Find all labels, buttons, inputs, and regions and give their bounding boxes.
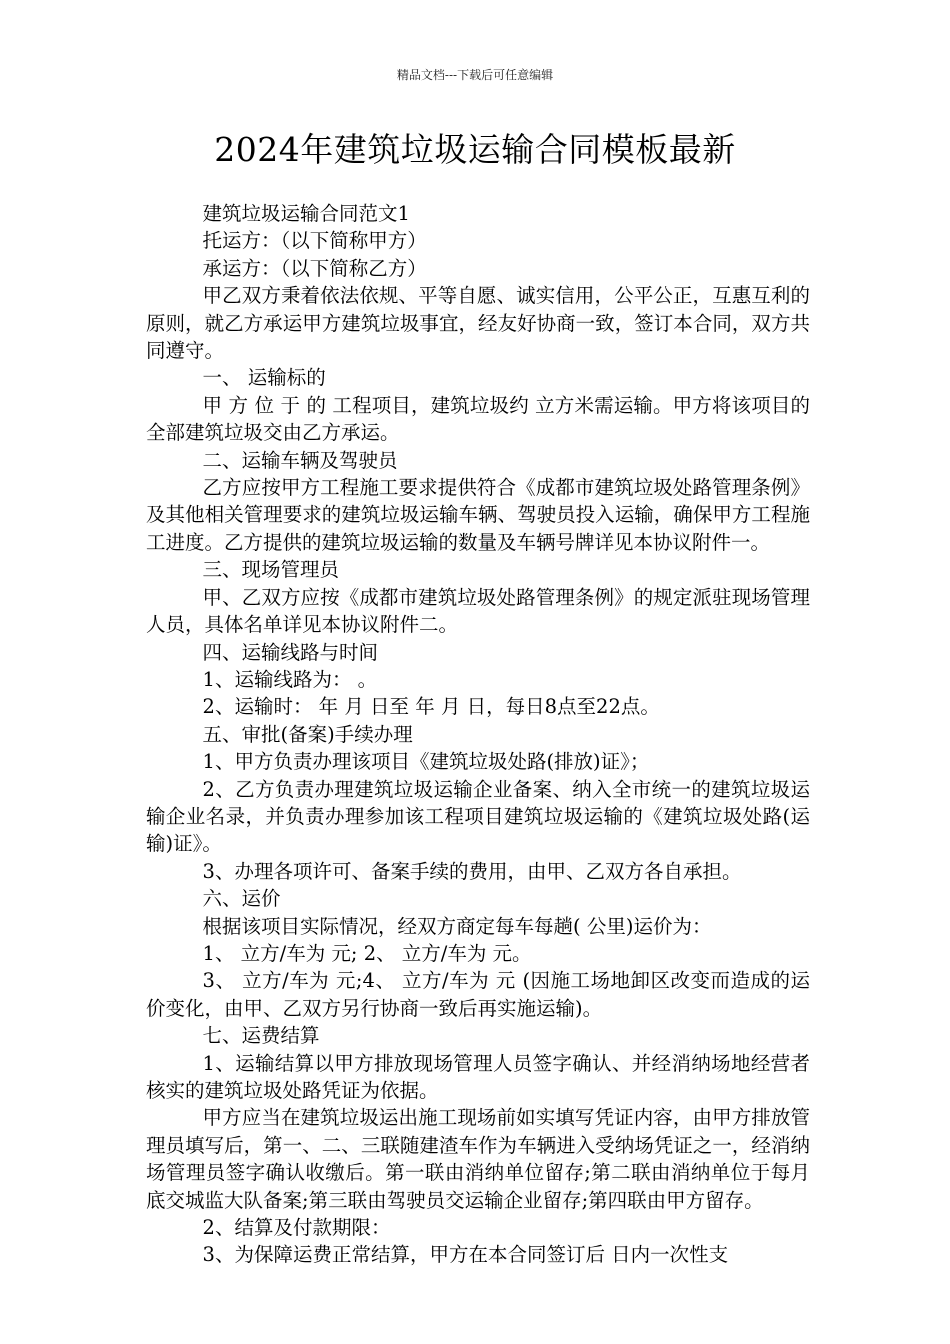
paragraph: 乙方应按甲方工程施工要求提供符合《成都市建筑垃圾处路管理条例》及其他相关管理要求的建筑垃圾运输车辆、驾驶员投入运输，确保甲方工程施工进度。乙方提供的建筑垃圾运输的数量及车辆号牌详见本协议附件一。 <box>146 476 810 554</box>
paragraph: 3、为保障运费正常结算，甲方在本合同签订后 日内一次性支 <box>202 1243 729 1267</box>
paragraph: 1、运输线路为： 。 <box>202 667 378 691</box>
paragraph: 甲 方 位 于 的 工程项目，建筑垃圾约 立方米需运输。甲方将该项目的全部建筑垃圾交由乙方承运。 <box>146 393 810 445</box>
paragraph: 2、结算及付款期限： <box>202 1216 391 1240</box>
paragraph: 1、甲方负责办理该项目《建筑垃圾处路(排放)证》； <box>202 750 650 774</box>
paragraph: 1、运输结算以甲方排放现场管理人员签字确认、并经消纳场地经营者核实的建筑垃圾处路凭证为依据。 <box>146 1051 810 1102</box>
paragraph: 建筑垃圾运输合同范文1 <box>202 202 410 225</box>
paragraph: 甲乙双方秉着依法依规、平等自愿、诚实信用，公平公正，互惠互利的原则，就乙方承运甲方建筑垃圾事宜，经友好协商一致，签订本合同，双方共同遵守。 <box>146 284 810 363</box>
paragraph: 2、乙方负责办理建筑垃圾运输企业备案、纳入全市统一的建筑垃圾运输企业名录，并负责办理参加该工程项目建筑垃圾运输的《建筑垃圾处路(运输)证》。 <box>146 777 810 856</box>
page-header: 精品文档---下载后可任意编辑 <box>396 68 554 82</box>
section-heading: 三、现场管理员 <box>202 558 340 582</box>
paragraph: 3、办理各项许可、备案手续的费用，由甲、乙双方各自承担。 <box>202 859 742 883</box>
section-heading: 二、运输车辆及驾驶员 <box>202 448 398 472</box>
paragraph: 根据该项目实际情况，经双方商定每车每趟( 公里)运价为： <box>202 914 712 938</box>
paragraph: 1、 立方/车为 元; 2、 立方/车为 元。 <box>202 941 532 965</box>
section-heading: 四、运输线路与时间 <box>202 640 379 664</box>
paragraph: 托运方：（以下简称甲方） <box>202 229 427 253</box>
section-heading: 一、 运输标的 <box>202 366 326 390</box>
section-heading: 六、运价 <box>202 887 281 911</box>
section-heading: 五、审批(备案)手续办理 <box>202 722 413 746</box>
paragraph: 承运方：（以下简称乙方） <box>202 256 427 280</box>
paragraph: 甲、乙双方应按《成都市建筑垃圾处路管理条例》的规定派驻现场管理人员，具体名单详见本协议附件二。 <box>146 585 810 637</box>
paragraph: 甲方应当在建筑垃圾运出施工现场前如实填写凭证内容，由甲方排放管理员填写后，第一、二、三联随建渣车作为车辆进入受纳场凭证之一，经消纳场管理员签字确认收缴后。第一联由消纳单位留存;第二联由消纳单位于每月底交城监大队备案;第三联由驾驶员交运输企业留存;第四联由甲方留存。 <box>146 1106 810 1212</box>
document-title: 2024年建筑垃圾运输合同模板最新 <box>214 130 736 169</box>
paragraph: 2、运输时： 年 月 日至 年 月 日，每日8点至22点。 <box>202 695 660 719</box>
document-body <box>146 200 810 1269</box>
paragraph: 3、 立方/车为 元;4、 立方/车为 元 (因施工场地卸区改变而造成的运价变化，由甲、乙双方另行协商一致后再实施运输)。 <box>146 969 810 1020</box>
section-heading: 七、运费结算 <box>202 1024 320 1048</box>
